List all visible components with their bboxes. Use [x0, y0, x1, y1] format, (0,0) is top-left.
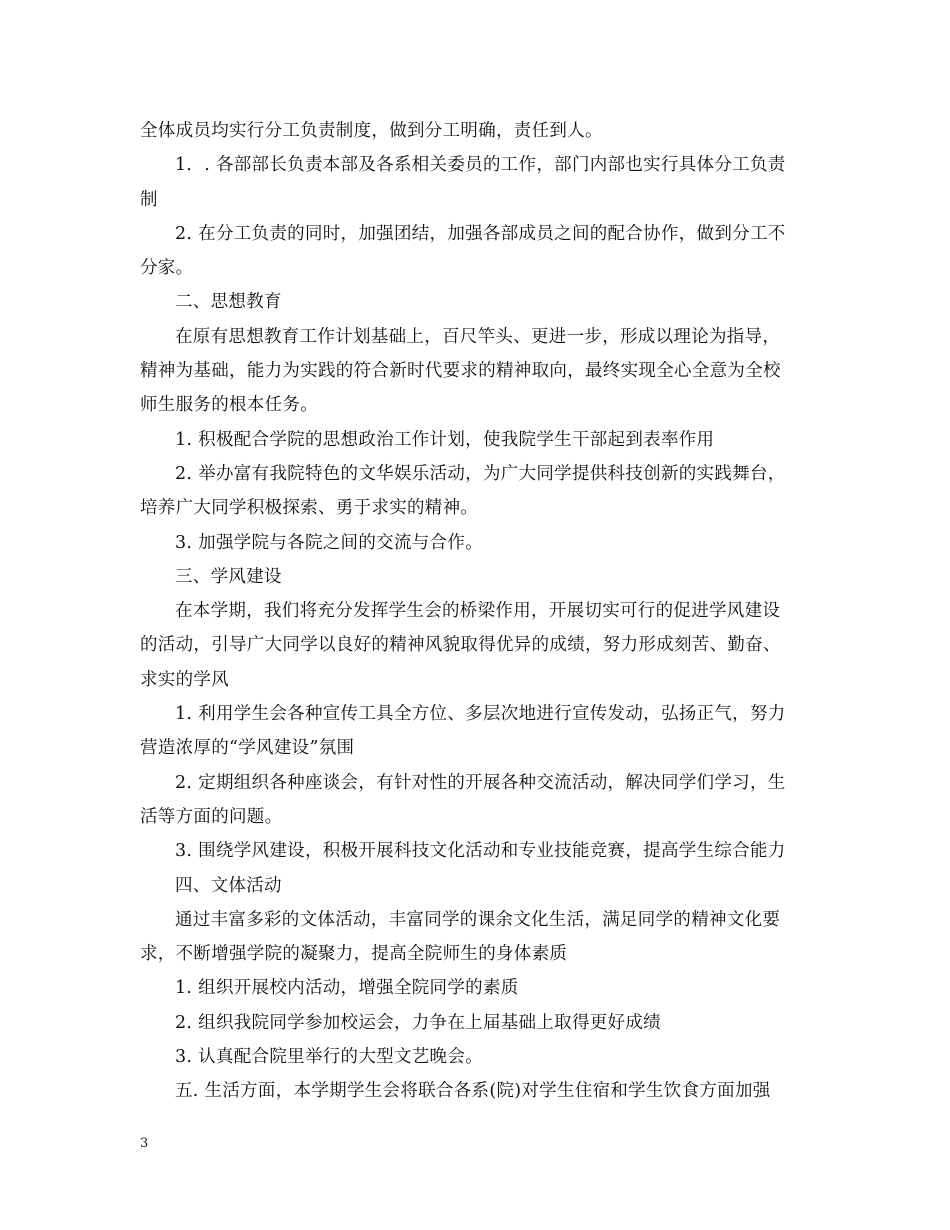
text-line: 精神为基础，能力为实践的符合新时代要求的精神取向，最终实现全心全意为全校 [140, 361, 781, 382]
text-line: 1. 利用学生会各种宣传工具全方位、多层次地进行宣传发动，弘扬正气，努力 [175, 704, 786, 725]
text-line: 1．. 各部部长负责本部及各系相关委员的工作，部门内部也实行具体分工负责 [175, 155, 786, 176]
text-line: 全体成员均实行分工负责制度，做到分工明确，责任到人。 [140, 121, 603, 141]
text-line: 营造浓厚的“学风建设”氛围 [140, 738, 355, 759]
text-line: 分家。 [140, 258, 194, 279]
section-heading: 三、学风建设 [175, 566, 282, 587]
text-line: 3. 加强学院与各院之间的交流与合作。 [175, 532, 483, 553]
text-line: 1. 积极配合学院的思想政治工作计划，使我院学生干部起到表率作用 [175, 429, 715, 450]
text-line: 的活动，引导广大同学以良好的精神风貌取得优异的成绩，努力形成刻苦、勤奋、 [140, 635, 781, 656]
text-line: 培养广大同学积极探索、勇于求实的精神。 [140, 498, 479, 519]
text-line: 2. 定期组织各种座谈会，有针对性的开展各种交流活动，解决同学们学习，生 [175, 772, 786, 793]
text-line: 2. 在分工负责的同时，加强团结，加强各部成员之间的配合协作，做到分工不 [175, 223, 786, 244]
text-line: 3. 认真配合院里举行的大型文艺晚会。 [175, 1047, 483, 1068]
section-heading: 四、文体活动 [175, 875, 282, 896]
text-line: 师生服务的根本任务。 [140, 395, 318, 416]
text-line: 在原有思想教育工作计划基础上，百尺竿头、更进一步，形成以理论为指导， [175, 326, 781, 347]
text-line: 2. 组织我院同学参加校运会，力争在上届基础上取得更好成绩 [175, 1012, 661, 1033]
document-body [140, 114, 812, 1109]
text-line: 五. 生活方面，本学期学生会将联合各系(院)对学生住宿和学生饮食方面加强 [175, 1081, 771, 1102]
text-line: 求实的学风 [140, 669, 229, 690]
page-number: 3 [140, 1136, 149, 1151]
text-line: 通过丰富多彩的文体活动，丰富同学的课余文化生活，满足同学的精神文化要 [175, 909, 781, 930]
text-line: 2. 举办富有我院特色的文华娱乐活动，为广大同学提供科技创新的实践舞台， [175, 463, 786, 484]
text-line: 1. 组织开展校内活动，增强全院同学的素质 [175, 978, 519, 999]
text-line: 3. 围绕学风建设，积极开展科技文化活动和专业技能竞赛，提高学生综合能力 [175, 841, 786, 862]
text-line: 活等方面的问题。 [140, 806, 283, 827]
section-heading: 二、思想教育 [175, 292, 282, 313]
text-line: 制 [140, 189, 158, 210]
text-line: 在本学期，我们将充分发挥学生会的桥梁作用，开展切实可行的促进学风建设 [175, 601, 781, 622]
text-line: 求，不断增强学院的凝聚力，提高全院师生的身体素质 [140, 944, 568, 965]
